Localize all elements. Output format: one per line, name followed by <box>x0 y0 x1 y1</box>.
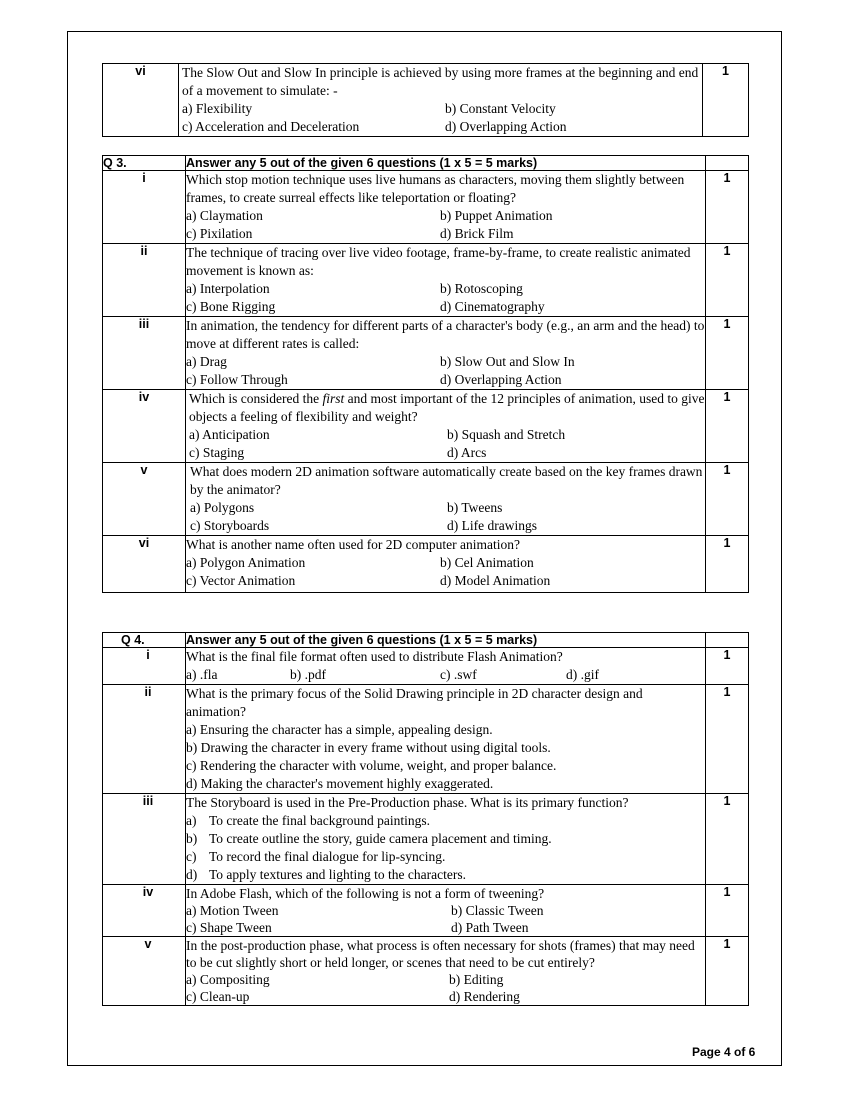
question-text: Which stop motion technique uses live humans as characters, moving them slightly between frames, to create surreal effects like teleportation or floating? <box>186 172 685 205</box>
question-row <box>103 171 749 244</box>
question-number: vi <box>103 64 179 137</box>
section-instructions: Answer any 5 out of the given 6 questions (1 x 5 = 5 marks) <box>186 156 706 171</box>
option-c: c) Shape Tween <box>186 920 272 935</box>
question-text: What is the final file format often used to distribute Flash Animation? <box>186 649 563 664</box>
option-c: c) Vector Animation <box>186 573 296 588</box>
option-d: d) Life drawings <box>447 518 537 533</box>
question-content <box>186 390 706 463</box>
option-letter: b) <box>186 831 198 846</box>
option-b: b) Puppet Animation <box>440 208 553 223</box>
question-number: v <box>103 463 186 536</box>
question-row <box>103 794 749 885</box>
question-text: In animation, the tendency for different parts of a character's body (e.g., an arm and the head) to move at different rates is called: <box>186 318 705 351</box>
question-text: What is the primary focus of the Solid Drawing principle in 2D character design and animation? <box>186 686 643 719</box>
question-content <box>186 794 706 885</box>
marks: 1 <box>706 317 749 390</box>
option-d: d) Rendering <box>449 989 520 1004</box>
options <box>182 100 702 136</box>
marks-header <box>706 633 749 648</box>
option-text: To create the final background paintings. <box>209 813 430 828</box>
option-d: d) Path Tween <box>451 920 529 935</box>
question-row <box>103 390 749 463</box>
option-d: d) Brick Film <box>440 226 514 241</box>
section-header-row <box>103 633 749 648</box>
option-c <box>186 848 705 866</box>
marks: 1 <box>706 390 749 463</box>
option-c: c) Pixilation <box>186 226 253 241</box>
options <box>186 353 705 389</box>
section-number: Q 4. <box>103 633 186 648</box>
option-text: To apply textures and lighting to the characters. <box>209 867 466 882</box>
option-b: b) Editing <box>449 972 504 987</box>
q4-table <box>102 632 749 1006</box>
question-text: The Storyboard is used in the Pre-Production phase. What is its primary function? <box>186 795 629 810</box>
option-a: a) Anticipation <box>189 427 270 442</box>
q3-table <box>102 155 749 593</box>
question-number: vi <box>103 536 186 593</box>
options <box>186 554 705 590</box>
question-content <box>186 536 706 593</box>
question-content <box>179 64 703 137</box>
question-text: The technique of tracing over live video footage, frame-by-frame, to create realistic animated movement is known as: <box>186 245 691 278</box>
marks: 1 <box>706 685 749 794</box>
options <box>189 426 705 462</box>
option-letter: c) <box>186 849 197 864</box>
option-a: a) Flexibility <box>182 101 253 116</box>
section-number: Q 3. <box>103 156 186 171</box>
question-content <box>186 685 706 794</box>
option-letter: d) <box>186 867 198 882</box>
option-c: c) Storyboards <box>190 518 270 533</box>
question-number: iii <box>103 794 186 885</box>
question-number: iv <box>103 390 186 463</box>
question-number: iv <box>103 885 186 937</box>
marks: 1 <box>706 244 749 317</box>
question-content <box>186 244 706 317</box>
question-number: ii <box>103 685 186 794</box>
question-row <box>103 244 749 317</box>
question-content <box>186 463 706 536</box>
option-b: b) Slow Out and Slow In <box>440 354 575 369</box>
marks: 1 <box>706 937 749 1006</box>
option-c: c) Staging <box>189 445 245 460</box>
option-b: b) Tweens <box>447 500 503 515</box>
option-a: a) Ensuring the character has a simple, appealing design. <box>186 722 493 737</box>
options <box>186 721 705 793</box>
question-row <box>103 463 749 536</box>
question-row <box>103 937 749 1006</box>
question-content <box>186 937 706 1006</box>
option-d: d) Arcs <box>447 445 487 460</box>
option-b: b) Squash and Stretch <box>447 427 566 442</box>
option-a: a) Compositing <box>186 972 270 987</box>
option-c: c) Bone Rigging <box>186 299 276 314</box>
marks: 1 <box>706 648 749 685</box>
option-d: d) Model Animation <box>440 573 551 588</box>
page-number: Page 4 of 6 <box>692 1045 756 1059</box>
options <box>190 499 705 535</box>
option-d: d) Overlapping Action <box>440 372 562 387</box>
question-text: What does modern 2D animation software automatically create based on the key frames drawn by the animator? <box>190 464 703 497</box>
option-a: a) Motion Tween <box>186 903 279 918</box>
option-c: c) Follow Through <box>186 372 288 387</box>
options <box>186 280 705 316</box>
option-b: b) .pdf <box>290 667 326 682</box>
option-c: c) Clean-up <box>186 989 250 1004</box>
option-a: a) Polygon Animation <box>186 555 306 570</box>
options <box>186 902 705 936</box>
question-text: The Slow Out and Slow In principle is achieved by using more frames at the beginning and end of a movement to simulate: - <box>182 65 699 98</box>
question-text-emphasis: first <box>322 391 345 406</box>
question-row <box>103 317 749 390</box>
option-d: d) Cinematography <box>440 299 545 314</box>
question-number: i <box>103 648 186 685</box>
option-letter: a) <box>186 813 197 828</box>
option-a <box>186 812 705 830</box>
question-content <box>186 171 706 244</box>
option-a: a) Interpolation <box>186 281 270 296</box>
option-c: c) .swf <box>440 667 477 682</box>
option-d: d) Overlapping Action <box>445 119 567 134</box>
question-text: What is another name often used for 2D computer animation? <box>186 537 521 552</box>
question-content <box>186 885 706 937</box>
option-a: a) Claymation <box>186 208 263 223</box>
question-number: v <box>103 937 186 1006</box>
question-content <box>186 648 706 685</box>
marks: 1 <box>706 885 749 937</box>
marks-header <box>706 156 749 171</box>
question-text: In Adobe Flash, which of the following is not a form of tweening? <box>186 886 545 901</box>
option-b: b) Constant Velocity <box>445 101 556 116</box>
option-a: a) Drag <box>186 354 227 369</box>
question-row <box>103 536 749 593</box>
question-text <box>189 390 705 426</box>
options <box>186 812 705 884</box>
question-row <box>103 648 749 685</box>
question-text-start: Which is considered the <box>189 391 323 406</box>
option-b: b) Drawing the character in every frame without using digital tools. <box>186 740 551 755</box>
options <box>186 207 705 243</box>
option-d: d) .gif <box>566 667 599 682</box>
option-c: c) Acceleration and Deceleration <box>182 119 360 134</box>
question-row <box>103 685 749 794</box>
option-d: d) Making the character's movement highly exaggerated. <box>186 776 494 791</box>
q2-tail-table <box>102 63 749 137</box>
marks: 1 <box>706 536 749 593</box>
question-row <box>103 885 749 937</box>
question-number: ii <box>103 244 186 317</box>
option-text: To create outline the story, guide camera placement and timing. <box>209 831 552 846</box>
marks: 1 <box>703 64 749 137</box>
option-a: a) .fla <box>186 667 218 682</box>
options <box>186 971 705 1005</box>
marks: 1 <box>706 171 749 244</box>
option-d <box>186 866 705 884</box>
option-c: c) Rendering the character with volume, weight, and proper balance. <box>186 758 557 773</box>
question-text: In the post-production phase, what process is often necessary for shots (frames) that may need to be cut slightly short or held longer, or scenes that need to be cut entirely? <box>186 938 695 970</box>
option-b <box>186 830 705 848</box>
options <box>186 666 705 684</box>
option-b: b) Rotoscoping <box>440 281 523 296</box>
question-number: iii <box>103 317 186 390</box>
question-content <box>186 317 706 390</box>
question-text-end: and most important of the 12 principles of animation, used to give objects a feeling of flexibility and weight? <box>189 391 705 424</box>
section-header-row <box>103 156 749 171</box>
question-row <box>103 64 749 137</box>
option-a: a) Polygons <box>190 500 255 515</box>
option-text: To record the final dialogue for lip-syncing. <box>209 849 446 864</box>
marks: 1 <box>706 463 749 536</box>
question-number: i <box>103 171 186 244</box>
option-b: b) Classic Tween <box>451 903 544 918</box>
section-instructions: Answer any 5 out of the given 6 questions (1 x 5 = 5 marks) <box>186 633 706 648</box>
marks: 1 <box>706 794 749 885</box>
option-b: b) Cel Animation <box>440 555 534 570</box>
